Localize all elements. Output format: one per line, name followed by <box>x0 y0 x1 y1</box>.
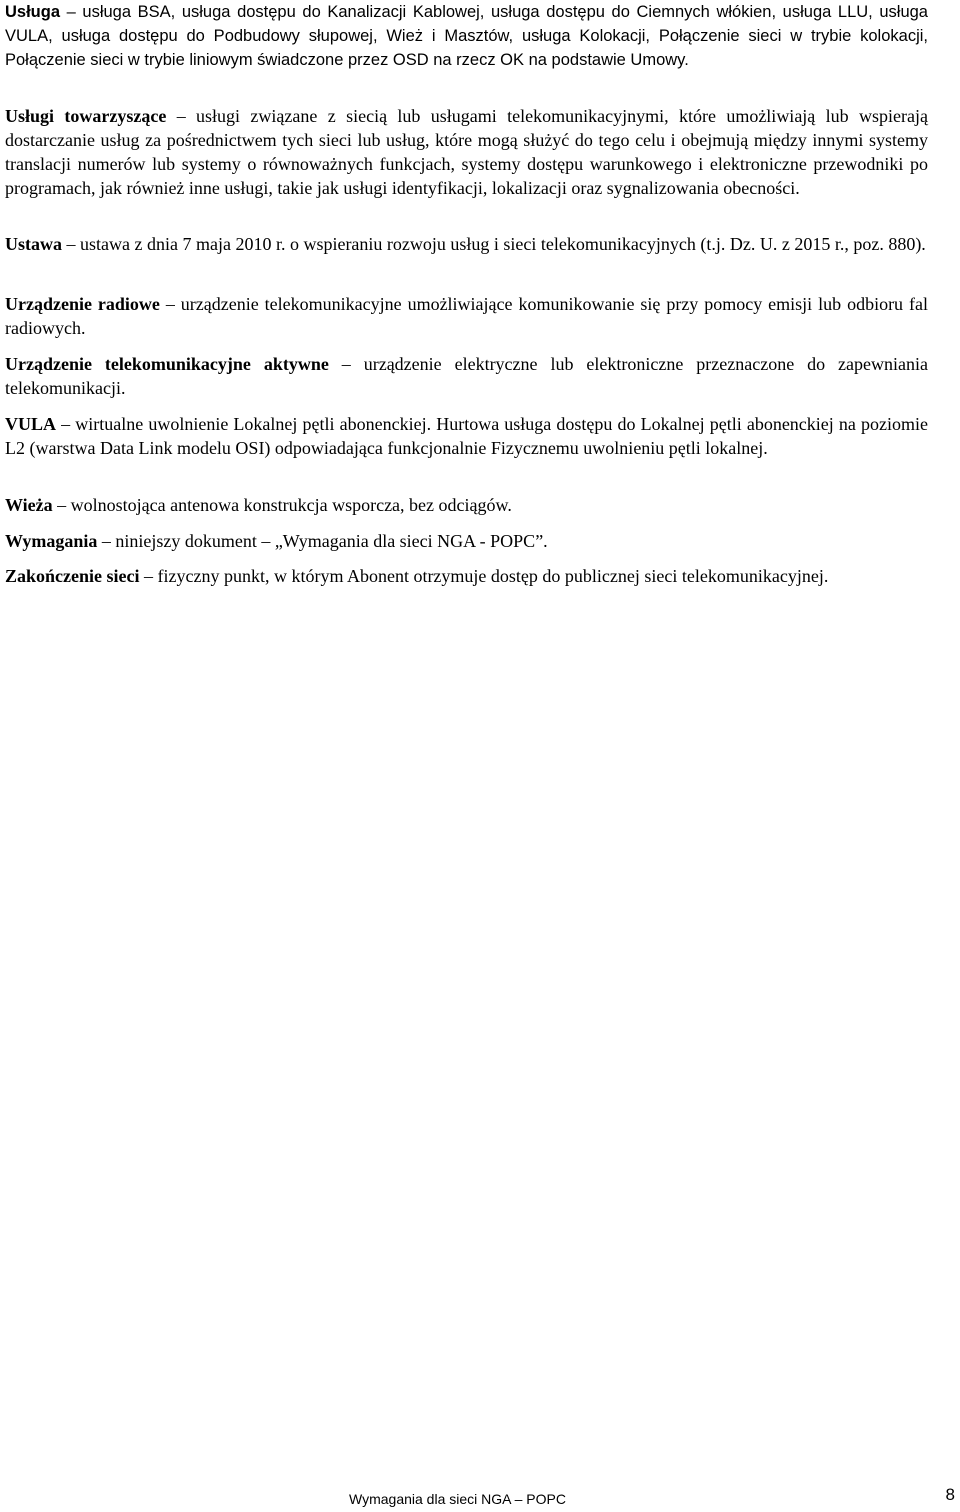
definition-text: – urządzenie telekomunikacyjne umożliwiające komunikowanie się przy pomocy emisji lub odbioru fal radiowych. <box>5 294 928 338</box>
definition-term: Ustawa <box>5 234 62 254</box>
definition-text: – ustawa z dnia 7 maja 2010 r. o wspieraniu rozwoju usług i sieci telekomunikacyjnych (t.j. Dz. U. z 2015 r., poz. 880). <box>62 234 926 254</box>
definition-term: Urządzenie telekomunikacyjne aktywne <box>5 354 329 374</box>
definition-wymagania <box>5 529 548 553</box>
definition-term: Wieża <box>5 495 53 515</box>
definition-term: Wymagania <box>5 531 98 551</box>
definition-ustawa <box>5 232 926 256</box>
definition-term: Zakończenie sieci <box>5 566 140 586</box>
definition-wieza <box>5 493 512 517</box>
footer-title: Wymagania dla sieci NGA – POPC <box>349 1491 566 1507</box>
definition-zakonczenie-sieci <box>5 564 828 588</box>
definition-term: Usługi towarzyszące <box>5 106 167 126</box>
page-number: 8 <box>945 1485 955 1504</box>
definition-text: – urządzenie elektryczne lub elektroniczne przeznaczone do zapewniania telekomunikacji. <box>5 354 929 398</box>
definition-text: – niniejszy dokument – „Wymagania dla sieci NGA - POPC”. <box>97 531 548 551</box>
definition-uslugi-towarzyszace <box>5 104 928 200</box>
definition-text: – wirtualne uwolnienie Lokalnej pętli abonenckiej. Hurtowa usługa dostępu do Lokalnej pętli abonenckiej na poziomie L2 (warstwa Data Link modelu OSI) odpowiadająca funkcjonalnie Fizycznemu uwolnieniu pętli lokalnej. <box>5 414 928 458</box>
definition-text: – usługi związane z siecią lub usługami telekomunikacyjnymi, które umożliwiają lub wspierają dostarczanie usług za pośrednictwem tych sieci lub usług, które mogą służyć do tego celu i obejmują między innymi systemy translacji numerów lub systemy o równoważnych funkcjach, systemy dostępu warunkowego i elektroniczne przewodniki po programach, jak również inne usługi, takie jak usługi identyfikacji, lokalizacji oraz sygnalizowania obecności. <box>5 106 928 198</box>
definition-term: Urządzenie radiowe <box>5 294 160 314</box>
definition-term: VULA <box>5 414 57 434</box>
definition-text: – fizyczny punkt, w którym Abonent otrzymuje dostęp do publicznej sieci telekomunikacyjnej. <box>139 566 829 586</box>
definition-term: Usługa <box>5 3 61 21</box>
definition-vula <box>5 412 928 460</box>
page-footer <box>0 1485 960 1509</box>
definition-text: – wolnostojąca antenowa konstrukcja wsporcza, bez odciągów. <box>52 495 512 515</box>
definition-urzadzenie-telekomunikacyjne-aktywne <box>5 352 928 400</box>
definition-urzadzenie-radiowe <box>5 292 928 340</box>
definition-text: – usługa BSA, usługa dostępu do Kanalizacji Kablowej, usługa dostępu do Ciemnych włókien, usługa LLU, usługa VULA, usługa dostępu do Podbudowy słupowej, Wież i Masztów, usługa Kolokacji, Połączenie sieci w trybie kolokacji, Połączenie sieci w trybie liniowym świadczone przez OSD na rzecz OK na podstawie Umowy. <box>5 3 928 69</box>
definition-usluga <box>5 0 928 72</box>
